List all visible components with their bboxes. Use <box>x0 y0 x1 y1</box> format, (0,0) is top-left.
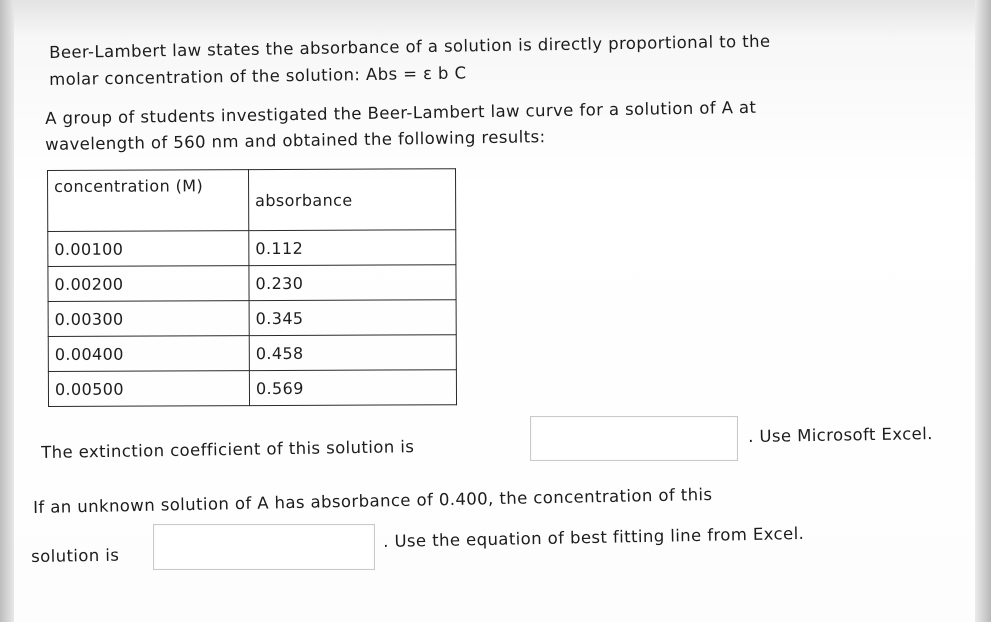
table-row <box>48 230 456 267</box>
cell-absorbance: 0.569 <box>249 370 456 406</box>
table-header-row <box>48 169 456 232</box>
page-edge-right <box>975 0 991 622</box>
unknown-concentration-prompt-line2: solution is <box>31 545 120 566</box>
intro-line-2: molar concentration of the solution: Abs = ε b C <box>49 63 467 89</box>
intro-line-3: A group of students investigated the Beer-Lambert law curve for a solution of A at <box>45 97 757 128</box>
results-table <box>47 168 457 407</box>
header-concentration: concentration (M) <box>48 170 249 232</box>
table-row <box>48 265 456 302</box>
cell-absorbance: 0.230 <box>249 265 456 301</box>
unknown-concentration-hint: . Use the equation of best fitting line from Excel. <box>383 523 805 551</box>
cell-absorbance: 0.112 <box>249 230 456 266</box>
cell-concentration: 0.00300 <box>48 301 249 337</box>
cell-absorbance: 0.458 <box>249 335 456 371</box>
extinction-coefficient-hint: . Use Microsoft Excel. <box>748 424 933 446</box>
unknown-concentration-answer-box[interactable] <box>153 524 375 570</box>
cell-absorbance: 0.345 <box>249 300 456 336</box>
table-row <box>48 370 456 407</box>
header-absorbance: absorbance <box>249 169 456 231</box>
unknown-concentration-prompt-line1: If an unknown solution of A has absorbance of 0.400, the concentration of this <box>33 484 713 517</box>
table-row <box>48 300 456 337</box>
cell-concentration: 0.00100 <box>48 231 249 267</box>
extinction-coefficient-prompt: The extinction coefficient of this solution is <box>41 437 415 462</box>
extinction-coefficient-answer-box[interactable] <box>530 416 738 461</box>
cell-concentration: 0.00200 <box>48 266 249 302</box>
intro-line-1: Beer-Lambert law states the absorbance of a solution is directly proportional to the <box>49 31 771 62</box>
table-row <box>48 335 456 372</box>
cell-concentration: 0.00400 <box>48 336 249 372</box>
cell-concentration: 0.00500 <box>48 371 249 407</box>
page-edge-left <box>0 0 14 622</box>
intro-line-4: wavelength of 560 nm and obtained the following results: <box>45 127 546 154</box>
